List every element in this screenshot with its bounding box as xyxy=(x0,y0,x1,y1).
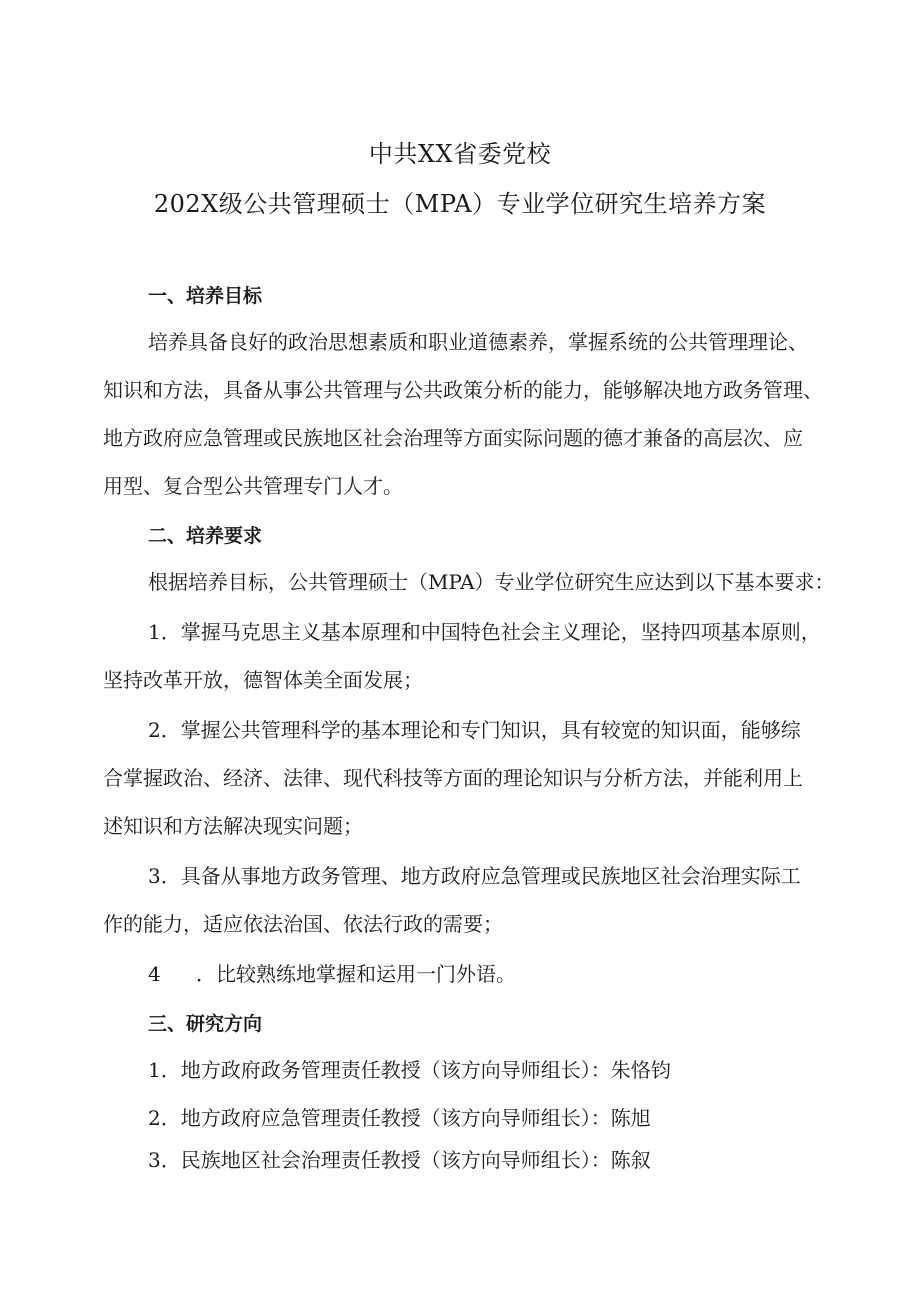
section2-heading: 二、培养要求 xyxy=(148,525,263,547)
document-title-line1: 中共XX省委党校 xyxy=(368,140,552,168)
research-direction-item: 3．民族地区社会治理责任教授（该方向导师组长）：陈叙 xyxy=(148,1148,651,1172)
section1-paragraph-line: 知识和方法，具备从事公共管理与公共政策分析的能力，能够解决地方政务管理、 xyxy=(103,378,823,402)
section2-intro: 根据培养目标，公共管理硕士（MPA）专业学位研究生应达到以下基本要求： xyxy=(148,570,835,594)
requirement-item-4-text: ．比较熟练地掌握和运用一门外语。 xyxy=(196,962,516,986)
section1-paragraph-line: 地方政府应急管理或民族地区社会治理等方面实际问题的德才兼备的高层次、应 xyxy=(103,426,803,450)
requirement-item-4-number: 4 xyxy=(148,962,161,986)
document-title-line2: 202X级公共管理硕士（MPA）专业学位研究生培养方案 xyxy=(153,190,767,218)
requirement-item-3-line: 作的能力，适应依法治国、依法行政的需要； xyxy=(103,912,503,936)
research-direction-item: 1．地方政府政务管理责任教授（该方向导师组长）：朱恪钧 xyxy=(148,1058,671,1082)
requirement-item-2-line: 2．掌握公共管理科学的基本理论和专门知识，具有较宽的知识面，能够综 xyxy=(148,718,801,742)
section3-heading: 三、研究方向 xyxy=(148,1013,263,1035)
research-direction-item: 2．地方政府应急管理责任教授（该方向导师组长）：陈旭 xyxy=(148,1106,651,1130)
requirement-item-1-line: 1．掌握马克思主义基本原理和中国特色社会主义理论，坚持四项基本原则， xyxy=(148,620,821,644)
requirement-item-3-line: 3．具备从事地方政务管理、地方政府应急管理或民族地区社会治理实际工 xyxy=(148,864,801,888)
section1-paragraph-line: 用型、复合型公共管理专门人才。 xyxy=(103,474,403,498)
section1-paragraph-line: 培养具备良好的政治思想素质和职业道德素养，掌握系统的公共管理理论、 xyxy=(148,330,808,354)
requirement-item-2-line: 述知识和方法解决现实问题； xyxy=(103,814,363,838)
section1-heading: 一、培养目标 xyxy=(148,285,263,307)
requirement-item-2-line: 合掌握政治、经济、法律、现代科技等方面的理论知识与分析方法，并能利用上 xyxy=(103,766,803,790)
requirement-item-1-line: 坚持改革开放，德智体美全面发展； xyxy=(103,668,423,692)
